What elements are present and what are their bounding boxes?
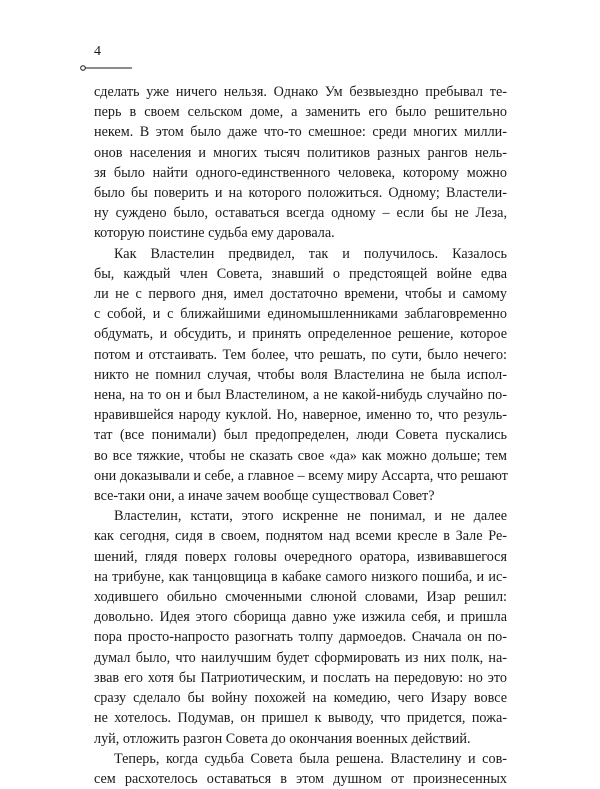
text-line: нена, на то он и был Властелином, а не какой-нибудь случайно по- <box>94 387 507 404</box>
text-line: звав его хотя бы Патриотическим, и послать на передовую: но это <box>94 669 507 686</box>
paragraph <box>94 749 507 789</box>
text-line: зя было найти одного-единственного человека, которому можно <box>94 164 507 181</box>
text-line: ли не с первого дня, имел достаточно времени, чтобы и самому <box>94 286 507 303</box>
text-line: с собой, и с ближайшими единомышленниками заблаговременно <box>94 306 507 323</box>
text-line: ну суждено было, оставаться всегда одному – если бы не Леза, <box>94 205 507 222</box>
body-text <box>94 82 507 789</box>
text-line: Как Властелин предвидел, так и получилось. Казалось <box>114 245 507 262</box>
text-line: на трибуне, как танцовщица в кабаке самого низкого пошиба, и ис- <box>94 568 507 585</box>
text-line: онов населения и многих тысяч политиков разных рангов нель- <box>94 144 507 161</box>
header-rule-ornament <box>80 64 132 72</box>
text-line: Властелин, кстати, этого искренне не понимал, и не далее <box>114 508 507 525</box>
text-line: шений, глядя поверх головы очередного оратора, извивавшегося <box>94 548 507 565</box>
text-line: обдумать, и обсудить, и принять определенное решение, которое <box>94 326 507 343</box>
text-line: нравившейся народу куклой. Но, наверное, именно то, что резуль- <box>94 407 507 424</box>
text-line: сем расхотелось оставаться в этом душном от произнесенных <box>94 770 507 787</box>
text-line: луй, отложить разгон Совета до окончания военных действий. <box>94 730 471 747</box>
text-line: во все тяжкие, чтобы не сказать свое «да» как можно дольше; тем <box>94 447 507 464</box>
text-line: пора просто-напросто разогнать толпу дармоедов. Сначала он по- <box>94 629 507 646</box>
text-line: перь в своем сельском доме, а заменить его было решительно <box>94 104 507 121</box>
text-line: все-таки они, а иначе зачем вообще существовал Совет? <box>94 488 435 505</box>
text-line: которую поистине судьба ему даровала. <box>94 225 335 242</box>
text-line: тат (все понимали) был предопределен, люди Совета пускались <box>94 427 507 444</box>
text-line: никто не помнил случая, чтобы воля Властелина не была испол- <box>94 366 507 383</box>
text-line: потом и отстаивать. Тем более, что решать, по сути, было нечего: <box>94 346 507 363</box>
paragraph <box>94 244 507 507</box>
text-line: довольно. Идея этого сборища давно уже изжила себя, и пришла <box>94 609 507 626</box>
text-line: думал было, что наилучшим будет сформировать из них полк, на- <box>94 649 507 666</box>
text-line: сделать уже ничего нельзя. Однако Ум безвыездно пребывал те- <box>94 84 507 100</box>
text-line: некем. В этом было даже что-то смешное: среди многих милли- <box>94 124 507 141</box>
paragraph <box>94 82 507 244</box>
paragraph <box>94 506 507 748</box>
text-line: не хотелось. Подумав, он пришел к выводу, что придется, пожа- <box>94 710 507 727</box>
text-line: сразу сделало бы войну похожей на комедию, чего Изару вовсе <box>94 690 507 707</box>
text-line: они доказывали и себе, а главное – всему миру Ассарта, что решают <box>94 467 508 484</box>
text-line: было бы поверить и на которого положиться. Одному; Властели- <box>94 185 507 202</box>
text-line: как сегодня, сидя в своем, поднятом над всеми кресле в Зале Ре- <box>94 528 507 545</box>
text-line: ходившего обильно смоченными слюной словами, Изар решил: <box>94 589 507 606</box>
page-header <box>80 44 140 74</box>
page-number: 4 <box>94 44 101 59</box>
text-line: бы, каждый член Совета, знавший о предстоящей войне едва <box>94 265 507 282</box>
text-line: Теперь, когда судьба Совета была решена. Властелину и сов- <box>114 750 507 767</box>
